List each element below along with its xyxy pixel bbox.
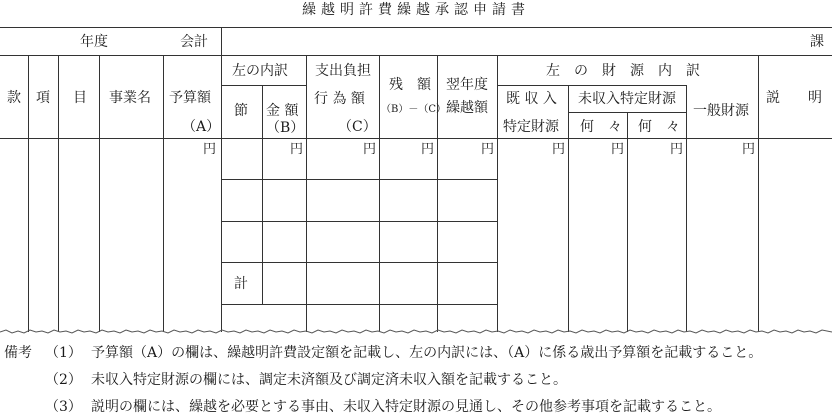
col-funding-breakdown: 左 の 財 源 内 訳 — [546, 63, 700, 79]
remark-1-text: 予算額（A）の欄は、繰越明許費設定額を記載し、左の内訳には、（A）に係る歳出予算額を記載すること。 — [91, 345, 763, 361]
unit-budget: 円 — [203, 142, 217, 157]
col-kou: 項 — [36, 90, 50, 106]
col-balance-formula: （B）－（C） — [381, 104, 446, 115]
unit-item-1: 円 — [611, 142, 625, 157]
col-unreceived: 未収入特定財源 — [578, 91, 676, 107]
col-next-year-2: 繰越額 — [446, 100, 488, 116]
unit-amount: 円 — [290, 142, 304, 157]
col-received-2: 特定財源 — [503, 119, 559, 135]
unit-general-fund: 円 — [742, 142, 756, 157]
form-title: 繰越明許費繰越承認申請書 — [302, 2, 530, 18]
col-setsu: 節 — [234, 103, 248, 119]
col-obligation-2: 行 為 額 — [314, 91, 365, 107]
col-breakdown: 左の内訳 — [232, 63, 288, 79]
col-item-2: 何 々 — [638, 119, 680, 135]
remark-3-number: （3） — [45, 399, 82, 415]
remarks-heading: 備考 — [4, 345, 32, 361]
unit-balance: 円 — [421, 142, 435, 157]
col-general-fund: 一般財源 — [693, 103, 749, 119]
remark-2-number: （2） — [45, 372, 82, 388]
unit-item-2: 円 — [670, 142, 684, 157]
total-label: 計 — [234, 276, 248, 292]
col-obligation-mark: （C） — [338, 119, 377, 135]
col-budget-mark: （A） — [182, 119, 221, 135]
col-explanation: 説 明 — [766, 90, 822, 106]
col-kan: 款 — [7, 90, 21, 106]
remark-1-number: （1） — [45, 345, 82, 361]
col-project-name: 事業名 — [109, 90, 151, 106]
col-balance: 残 額 — [389, 77, 431, 93]
col-next-year-1: 翌年度 — [446, 77, 488, 93]
remark-3-text: 説明の欄には、繰越を必要とする事由、未収入特定財源の見通し、その他参考事項を記載すること。 — [91, 399, 721, 415]
unit-obligation: 円 — [363, 142, 377, 157]
col-item-1: 何 々 — [580, 119, 622, 135]
col-moku: 目 — [73, 90, 87, 106]
remark-2-text: 未収入特定財源の欄には、調定未済額及び調定済未収入額を記載すること。 — [91, 372, 567, 388]
unit-received: 円 — [552, 142, 566, 157]
fiscal-year-label: 年度 — [80, 34, 108, 50]
col-amount: 金 額 — [266, 103, 299, 119]
col-budget: 予算額 — [169, 90, 211, 106]
col-received-1: 既 収 入 — [506, 91, 557, 107]
section-label: 課 — [810, 34, 824, 50]
col-obligation-1: 支出負担 — [315, 63, 371, 79]
col-amount-mark: （B） — [266, 120, 305, 136]
account-label: 会計 — [180, 34, 208, 50]
unit-next-year: 円 — [481, 142, 495, 157]
torn-edge — [0, 329, 832, 335]
